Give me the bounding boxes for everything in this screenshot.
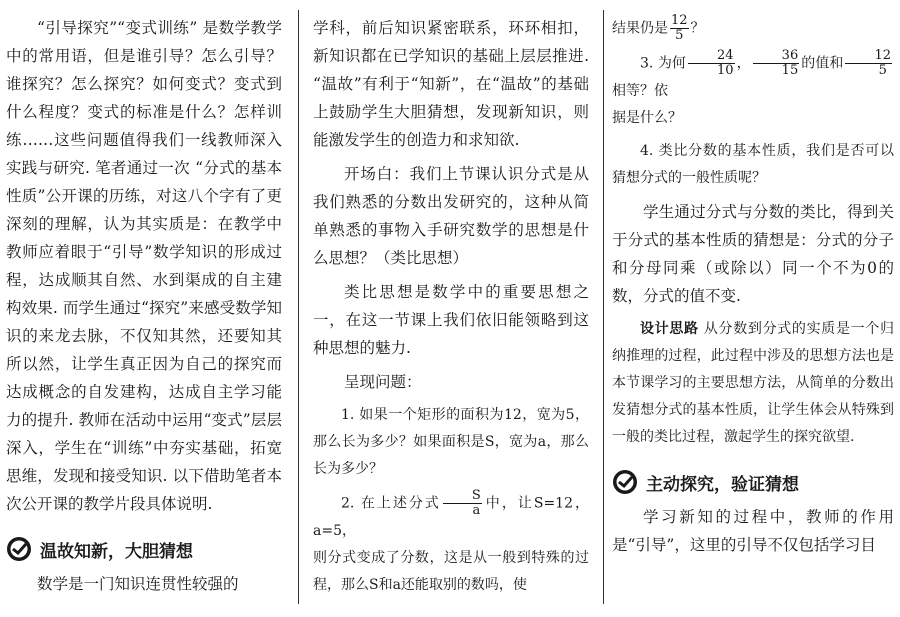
question-1: 1. 如果一个矩形的面积为12，宽为5，那么长为多少？如果面积是S，宽为a，那么长为多少？ [313, 407, 589, 477]
column-divider [298, 10, 299, 604]
section-paragraph: 数学是一门知识连贯性较强的 [37, 575, 239, 593]
column-3 [612, 14, 894, 559]
opening-paragraph: 开场白：我们上节课认识分式是从我们熟悉的分数出发研究的，这种从简单熟悉的事物入手研究数学的思想是什么思想？（类比思想） [313, 165, 589, 267]
question-2-continued: 则分式变成了分数，这是从一般到特殊的过程，那么S和a还能取别的数吗，使 [313, 550, 589, 593]
section-title: 温故知新，大胆猜想 [40, 541, 193, 562]
design-note: 设计思路 从分数到分式的实质是一个归纳推理的过程，此过程中涉及的思想方法也是本节课学习的主要思想方法，从简单的分数出发猜想分式的基本性质，让学生体会从特殊到一般的类比过程，激起学生的探究欲望. [612, 321, 894, 445]
section-heading [612, 465, 894, 499]
section-title: 主动探究，验证猜想 [646, 474, 799, 495]
section-paragraph: 学习新知的过程中，教师的作用是“引导”，这里的引导不仅包括学习目 [612, 508, 894, 554]
question-2: 2. 在上述分式 $\frac{S}{a}$ 中，让S=12，a=5， [313, 488, 589, 539]
fraction-s-over-a: $\frac{S}{a}$ [443, 489, 482, 518]
fraction-36-over-15: $\frac{36}{15}$ [753, 49, 800, 78]
question-3: 3. 为何 $\frac{24}{10}$ ， $\frac{36}{15}$ 的值和 $\frac{12}{5}$ 相等？依 [612, 48, 892, 99]
problem-intro: 呈现问题： [344, 373, 422, 391]
section-heading [6, 532, 282, 566]
question-4: 4. 类比分数的基本性质，我们是否可以猜想分式的一般性质呢？ [612, 143, 894, 186]
column-2 [313, 14, 589, 599]
intro-paragraph: “引导探究”“变式训练” 是数学教学中的常用语，但是谁引导？怎么引导？谁探究？怎么探究？如何变式？变式到什么程度？变式的标准是什么？怎样训练……这些问题值得我们一线教师深入实践与研究. 笔者通过一次 “分式的基本性质”公开课的历练，对这八个字有了更深刻的理解，认为其实质是：在教学中教师应着眼于“引导”数学知识的形成过程，达成顺其自然、水到渠成的自主建构效果. 而学生通过“探究”来感受数学知识的来龙去脉，不仅知其然，还要知其所以然，让学生真正因为自己的探究而达成概念的自发建构，达成自主学习能力的提升. 教师在活动中运用“变式”层层深入，学生在“训练”中夯实基础，拓宽思维，发现和接受知识. 以下借助笔者本次公开课的教学片段具体说明. [6, 19, 282, 513]
column-1 [6, 14, 282, 598]
column-divider [603, 10, 604, 604]
section-badge-icon [612, 469, 638, 495]
design-label: 设计思路 [640, 321, 699, 337]
fraction-12-over-5: $\frac{12}{5}$ [845, 49, 892, 78]
analogy-paragraph: 类比思想是数学中的重要思想之一，在这一节课上我们依旧能领略到这种思想的魅力. [313, 283, 589, 357]
continued-paragraph: 学科，前后知识紧密联系，环环相扣，新知识都在已学知识的基础上层层推进. “温故”有利于“知新”，在“温故”的基础上鼓励学生大胆猜想，发现新知识，则能激发学生的创造力和求知欲. [313, 19, 589, 149]
question-3-continued: 据是什么？ [612, 110, 682, 126]
section-badge-icon [6, 536, 32, 562]
conjecture-paragraph: 学生通过分式与分数的类比，得到关于分式的基本性质的猜想是：分式的分子和分母同乘（或除以）同一个不为0的数，分式的值不变. [612, 203, 894, 305]
question-2-end: 结果仍是 $\frac{12}{5}$ ？ [612, 13, 705, 43]
fraction-12-over-5: $\frac{12}{5}$ [671, 13, 688, 43]
fraction-24-over-10: $\frac{24}{10}$ [688, 49, 735, 78]
